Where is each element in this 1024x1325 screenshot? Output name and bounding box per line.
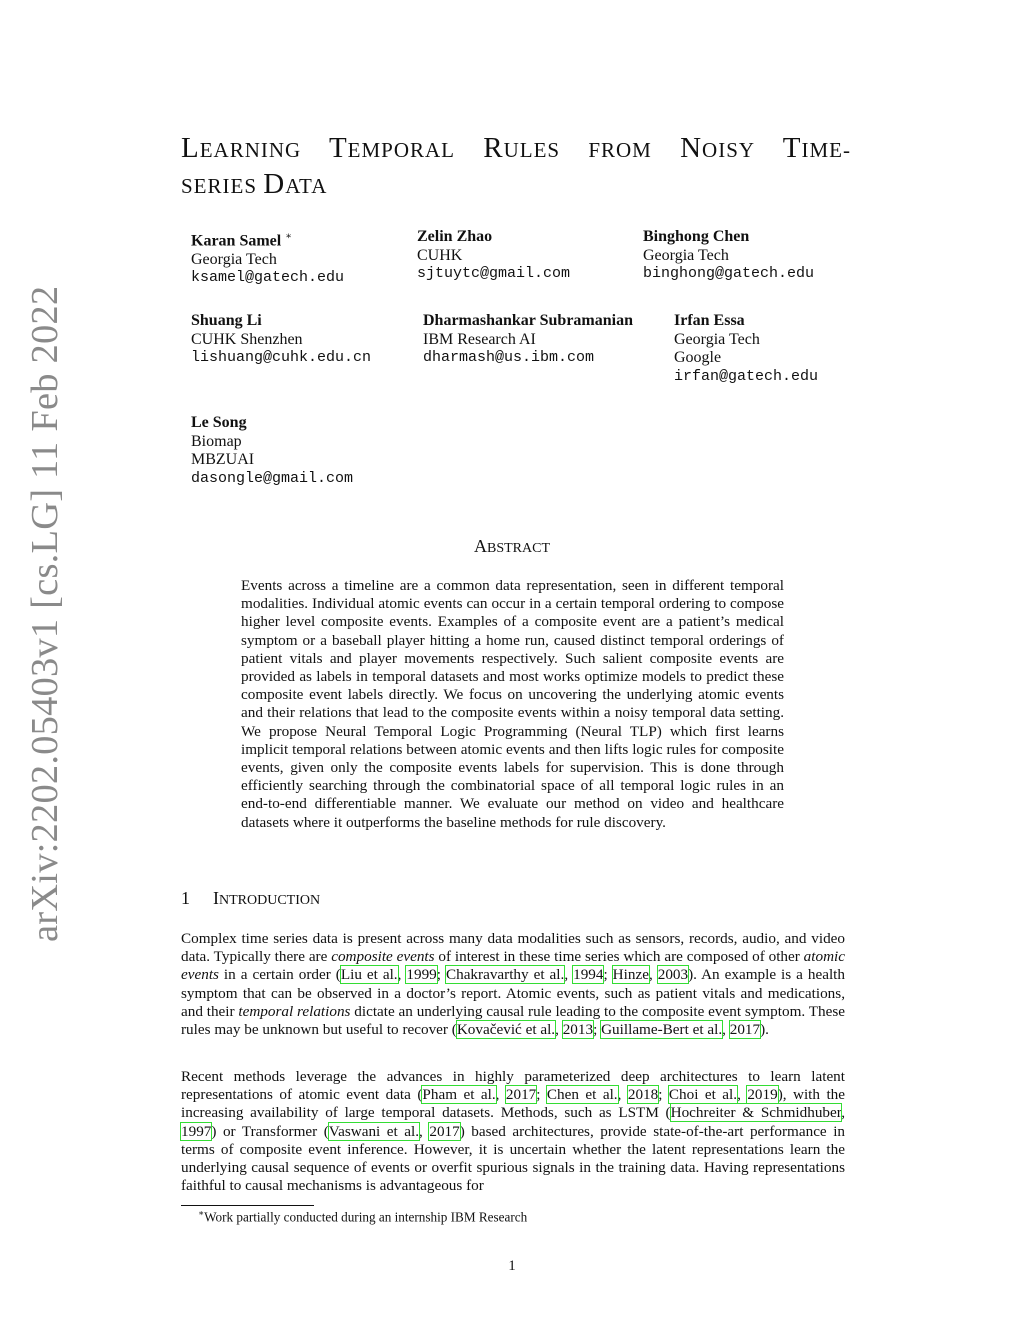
author-block: Dharmashankar Subramanian IBM Research AI dharmash@us.ibm.com xyxy=(423,312,633,366)
author-block: Karan Samel ∗ Georgia Tech ksamel@gatech.edu xyxy=(191,231,345,287)
author-block: Shuang Li CUHK Shenzhen lishuang@cuhk.edu.cn xyxy=(191,312,372,366)
title-line-2: SERIES xyxy=(181,174,264,198)
author-email[interactable]: dharmash@us.ibm.com xyxy=(423,349,595,366)
section-heading: 1 INTRODUCTION xyxy=(181,888,321,908)
citation-link[interactable]: Liu et al. xyxy=(340,966,398,984)
author-block: Zelin Zhao CUHK sjtuytc@gmail.com xyxy=(417,228,571,282)
author-block: Binghong Chen Georgia Tech binghong@gatech.edu xyxy=(643,228,815,282)
citation-link[interactable]: 2019 xyxy=(747,1086,778,1104)
citation-link[interactable]: 1997 xyxy=(181,1122,212,1140)
citation-link[interactable]: 1999 xyxy=(406,966,437,984)
citation-link[interactable]: Hochreiter & Schmidhuber xyxy=(670,1104,842,1122)
citation-link[interactable]: 2017 xyxy=(429,1122,460,1140)
citation-link[interactable]: Choi et al. xyxy=(668,1086,738,1104)
title-line-1: LEARNING TEMPORAL RULES FROM NOISY TIME- xyxy=(181,132,851,164)
citation-link[interactable]: 2003 xyxy=(657,966,689,984)
citation-link[interactable]: 2017 xyxy=(729,1021,761,1039)
author-block: Irfan Essa Georgia Tech Google irfan@gatech.edu xyxy=(674,312,819,385)
citation-link[interactable]: Kovačević et al. xyxy=(456,1021,556,1039)
intro-paragraph-1: Complex time series data is present across many data modalities such as sensors, records, audio, and video data. Typically there are composite events of interest in these time series which are composed of other atomic events in a certain order (Liu et al., 1999; Chakravarthy et al., 1994; Hinze, 2003). An example is a health symptom that can be observed in a doctor’s report. Atomic events, such as patient vitals and medications, and their temporal relations dictate an underlying causal rule leading to the composite event symptom. These rules may be unknown but useful to recover (Kovačević et al., 2013; Guillame-Bert et al., 2017). xyxy=(181,930,845,1039)
citation-link[interactable]: 1994 xyxy=(573,966,604,984)
citation-link[interactable]: Guillame-Bert et al. xyxy=(601,1021,723,1039)
abstract-heading: ABSTRACT xyxy=(473,536,550,556)
author-email[interactable]: sjtuytc@gmail.com xyxy=(417,265,571,282)
author-email[interactable]: binghong@gatech.edu xyxy=(643,265,815,282)
page-number: 1 xyxy=(508,1258,516,1274)
footnote-mark: ∗ xyxy=(285,231,293,242)
author-email[interactable]: ksamel@gatech.edu xyxy=(191,269,345,287)
citation-link[interactable]: Vaswani et al. xyxy=(328,1122,420,1140)
citation-link[interactable]: 2017 xyxy=(505,1086,537,1104)
paper-title: LEARNING TEMPORAL RULES FROM NOISY TIME- SERIES DATA xyxy=(181,132,851,200)
abstract-text: Events across a timeline are a common data representation, seen in different temporal modalities. Individual atomic events can occur in a certain temporal ordering to compose higher level composite events. Examples of a composite event are a patient’s medical symptom or a baseball player hitting a home run, caused distinct temporal orderings of patient vitals and player movements respectively. Such salient composite events are provided as labels in temporal datasets and most works optimize models to predict these composite event labels directly. We focus on uncovering the underlying atomic events and their relations that lead to the composite events within a noisy temporal data setting. We propose Neural Temporal Logic Programming (Neural TLP) which first learns implicit temporal relations between atomic events and then lifts logic rules for composite events, given only the composite events labels for supervision. This is done through efficiently searching through the combinatorial space of all temporal logic rules in an end-to-end differentiable manner. We evaluate our method on video and healthcare datasets where it outperforms the baseline methods for rule discovery. xyxy=(241,577,784,831)
footnote: ∗Work partially conducted during an internship IBM Research xyxy=(198,1208,528,1225)
footnote-rule xyxy=(181,1205,314,1206)
citation-link[interactable]: Chen et al. xyxy=(546,1086,618,1104)
arxiv-stamp: arXiv:2202.05403v1 [cs.LG] 11 Feb 2022 xyxy=(24,285,66,942)
citation-link[interactable]: 2013 xyxy=(562,1021,594,1039)
citation-link[interactable]: Chakravarthy et al. xyxy=(445,966,565,984)
author-block: Le Song Biomap MBZUAI dasongle@gmail.com xyxy=(191,414,354,487)
intro-paragraph-2: Recent methods leverage the advances in highly parameterized deep architectures to learn latent representations of atomic event data (Pham et al., 2017; Chen et al., 2018; Choi et al., 2019), with the increasing availability of large temporal datasets. Methods, such as LSTM (Hochreiter & Schmidhuber, 1997) or Transformer (Vaswani et al., 2017) based architectures, provide state-of-the-art performance in terms of composite event inference. However, it is uncertain whether the latent representations learn the underlying causal sequence of events or overfit spurious signals in the training data. Having representations faithful to causal mechanisms is advantageous for xyxy=(181,1068,846,1195)
author-email[interactable]: lishuang@cuhk.edu.cn xyxy=(191,349,372,366)
citation-link[interactable]: Pham et al. xyxy=(422,1086,496,1104)
author-email[interactable]: irfan@gatech.edu xyxy=(674,367,819,385)
author-email[interactable]: dasongle@gmail.com xyxy=(191,469,354,487)
citation-link[interactable]: 2018 xyxy=(627,1086,659,1104)
citation-link[interactable]: Hinze xyxy=(612,966,649,984)
